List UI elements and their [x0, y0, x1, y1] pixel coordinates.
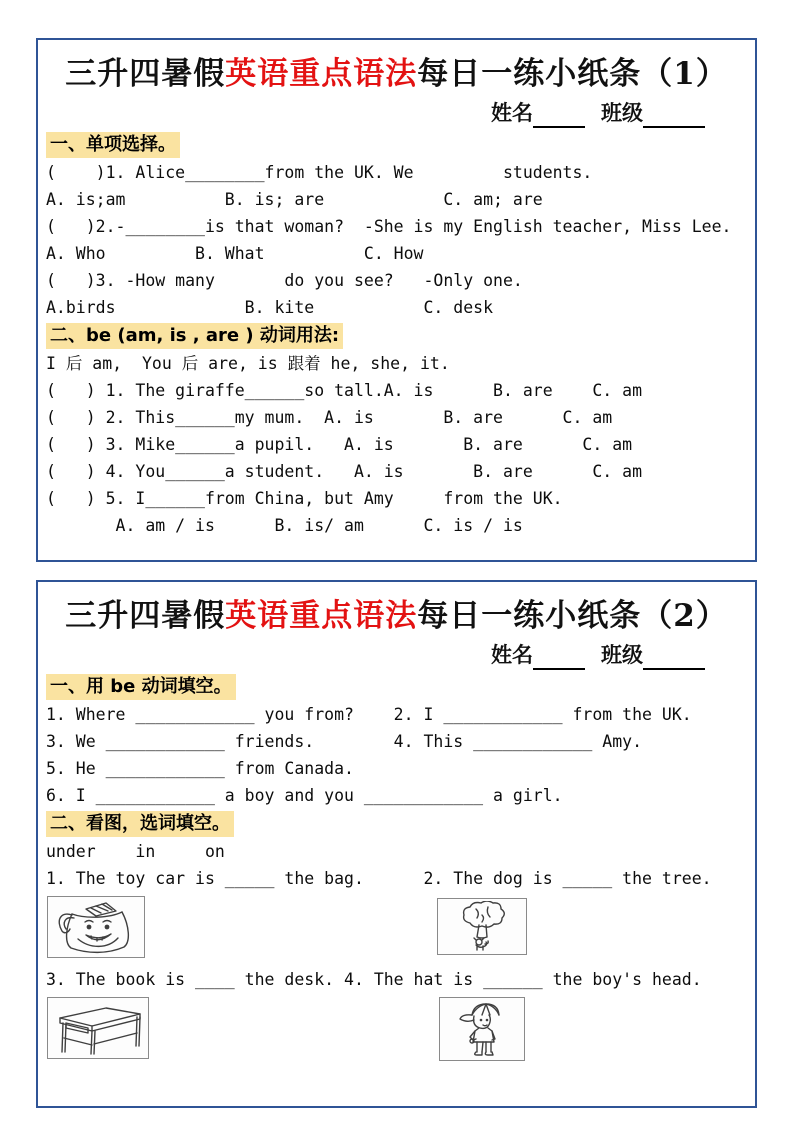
name-blank — [533, 104, 585, 128]
boy-with-hat-icon — [442, 1000, 522, 1058]
name-blank — [533, 646, 585, 670]
text-line: ( ) 3. Mike______a pupil. A. is B. are C. am — [46, 435, 633, 454]
schoolbag-icon — [50, 899, 142, 955]
text-line: ( ) 5. I______from China, but Amy from the UK. — [46, 489, 563, 508]
text-line: ( ) 4. You______a student. A. is B. are C. am — [46, 462, 643, 481]
text-line: ( ) 2. This______my mum. A. is B. are C. am — [46, 408, 613, 427]
picture-row-2 — [46, 997, 747, 1063]
title-pre: 三升四暑假 — [65, 56, 226, 92]
section-header-be-verb: 二、be (am, is , are ) 动词用法: — [46, 323, 343, 349]
class-blank — [643, 104, 705, 128]
title-post: 每日一练小纸条（2） — [417, 598, 728, 634]
schoolbag-image — [47, 896, 145, 958]
tree-and-dog-icon — [440, 901, 524, 952]
text-line: A. Who B. What C. How — [46, 244, 424, 263]
desk-icon — [50, 1000, 146, 1056]
question-line-1-2: 1. The toy car is _____ the bag. 2. The dog is _____ the tree. — [46, 869, 712, 888]
worksheet-panel-1 — [36, 38, 757, 562]
text-line: A. am / is B. is/ am C. is / is — [46, 516, 523, 535]
page-title — [46, 52, 747, 96]
worksheet-panel-2 — [36, 580, 757, 1108]
section-header-fill-be: 一、用 be 动词填空。 — [46, 674, 236, 700]
text-line: ( )3. -How many do you see? -Only one. — [46, 271, 523, 290]
class-label: 班级 — [601, 642, 643, 667]
section-header-picture-fill: 二、看图，选词填空。 — [46, 811, 234, 837]
text-line: A.birds B. kite C. desk — [46, 298, 494, 317]
text-line: ( )1. Alice________from the UK. We students. — [46, 163, 593, 182]
page-title — [46, 594, 747, 638]
dog-under-tree-image — [437, 898, 527, 955]
name-class-line — [46, 98, 747, 130]
text-line: 5. He ____________ from Canada. — [46, 759, 354, 778]
name-label: 姓名 — [491, 642, 533, 667]
title-highlighted: 英语重点语法 — [225, 598, 418, 634]
boy-with-hat-image — [439, 997, 525, 1061]
desk-image — [47, 997, 149, 1059]
word-bank: under in on — [46, 842, 225, 861]
grammar-note: I 后 am, You 后 are, is 跟着 he, she, it. — [46, 354, 450, 373]
text-line: 3. We ____________ friends. 4. This ____________ Amy. — [46, 732, 643, 751]
text-line: A. is;am B. is; are C. am; are — [46, 190, 543, 209]
title-post: 每日一练小纸条（1） — [417, 56, 728, 92]
text-line: 6. I ____________ a boy and you ____________ a girl. — [46, 786, 563, 805]
text-line: ( ) 1. The giraffe______so tall.A. is B. are C. am — [46, 381, 643, 400]
be-verb-questions-block — [46, 377, 747, 539]
name-label: 姓名 — [491, 100, 533, 125]
text-line: 1. Where ____________ you from? 2. I ____________ from the UK. — [46, 705, 692, 724]
name-class-line — [46, 640, 747, 672]
title-highlighted: 英语重点语法 — [225, 56, 418, 92]
question-line-3-4: 3. The book is ____ the desk. 4. The hat is ______ the boy's head. — [46, 970, 702, 989]
title-pre: 三升四暑假 — [65, 598, 226, 634]
section-header-choice: 一、单项选择。 — [46, 132, 180, 158]
text-line: ( )2.-________is that woman? -She is my English teacher, Miss Lee. — [46, 217, 732, 236]
class-blank — [643, 646, 705, 670]
fill-in-be-block — [46, 701, 747, 809]
picture-row-1 — [46, 896, 747, 962]
multiple-choice-block — [46, 159, 747, 321]
class-label: 班级 — [601, 100, 643, 125]
